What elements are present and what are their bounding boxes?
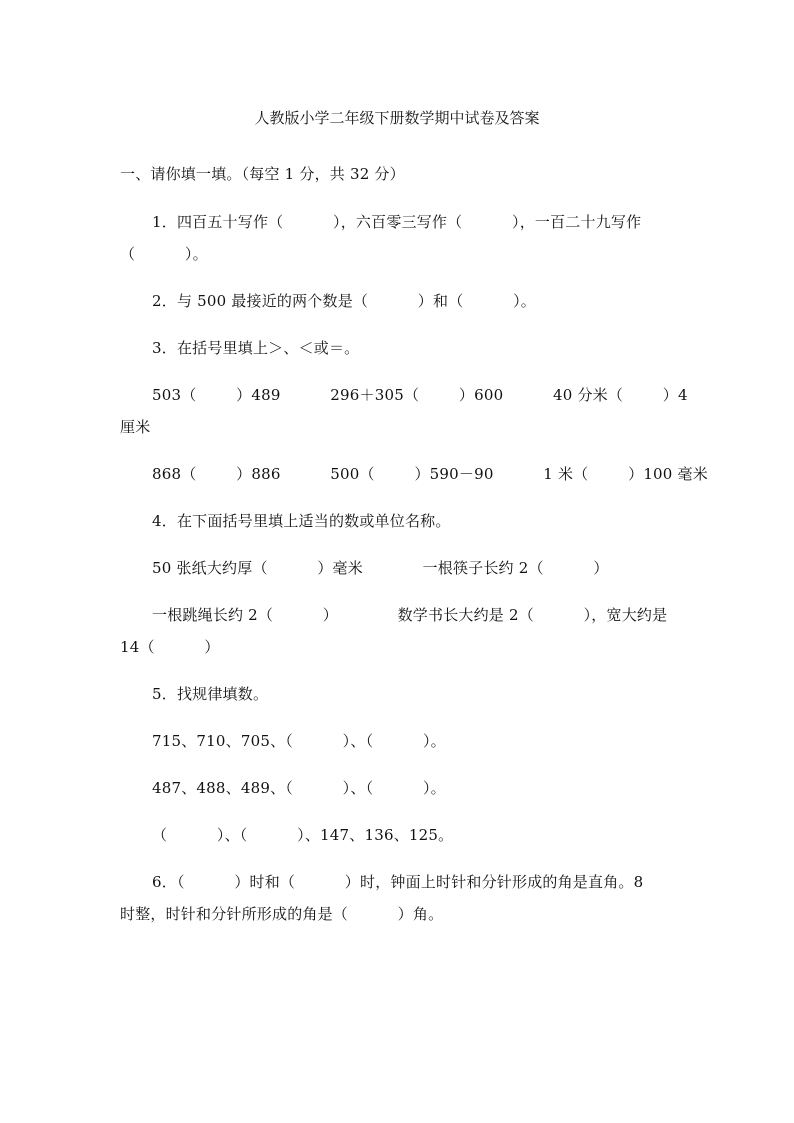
question-6-line-1: 6．（ ）时和（ ）时，钟面上时针和分针形成的角是直角。8: [152, 873, 644, 891]
question-4-row-2-wrap: 14（ ）: [120, 638, 220, 656]
question-4-instruction: 4．在下面括号里填上适当的数或单位名称。: [152, 512, 451, 530]
question-5-sequence-3: （ ）、（ ）、147、136、125。: [152, 826, 454, 844]
question-3-row-1: 503（ ）489 296＋305（ ）600 40 分米（ ）4: [152, 386, 688, 404]
question-1-line-2: （ ）。: [120, 245, 208, 263]
page-title: 人教版小学二年级下册数学期中试卷及答案: [254, 109, 540, 127]
question-4-row-2: 一根跳绳长约 2（ ） 数学书长大约是 2（ ），宽大约是: [152, 606, 668, 624]
section-heading: 一、请你填一填。（每空 1 分，共 32 分）: [120, 165, 405, 183]
question-5-sequence-1: 715、710、705、（ ）、（ ）。: [152, 732, 446, 750]
question-2: 2．与 500 最接近的两个数是（ ）和（ ）。: [152, 292, 536, 310]
question-3-row-1-wrap: 厘米: [120, 418, 151, 436]
question-3-instruction: 3．在括号里填上＞、＜或＝。: [152, 339, 360, 357]
question-5-instruction: 5．找规律填数。: [152, 685, 269, 703]
question-6-line-2: 时整，时针和分针所形成的角是（ ）角。: [120, 905, 444, 923]
question-5-sequence-2: 487、488、489、（ ）、（ ）。: [152, 779, 446, 797]
question-3-row-2: 868（ ）886 500（ ）590－90 1 米（ ）100 毫米: [152, 465, 708, 483]
question-1-line-1: 1．四百五十写作（ ），六百零三写作（ ），一百二十九写作: [152, 213, 642, 231]
question-4-row-1: 50 张纸大约厚（ ）毫米 一根筷子长约 2（ ）: [152, 559, 609, 577]
